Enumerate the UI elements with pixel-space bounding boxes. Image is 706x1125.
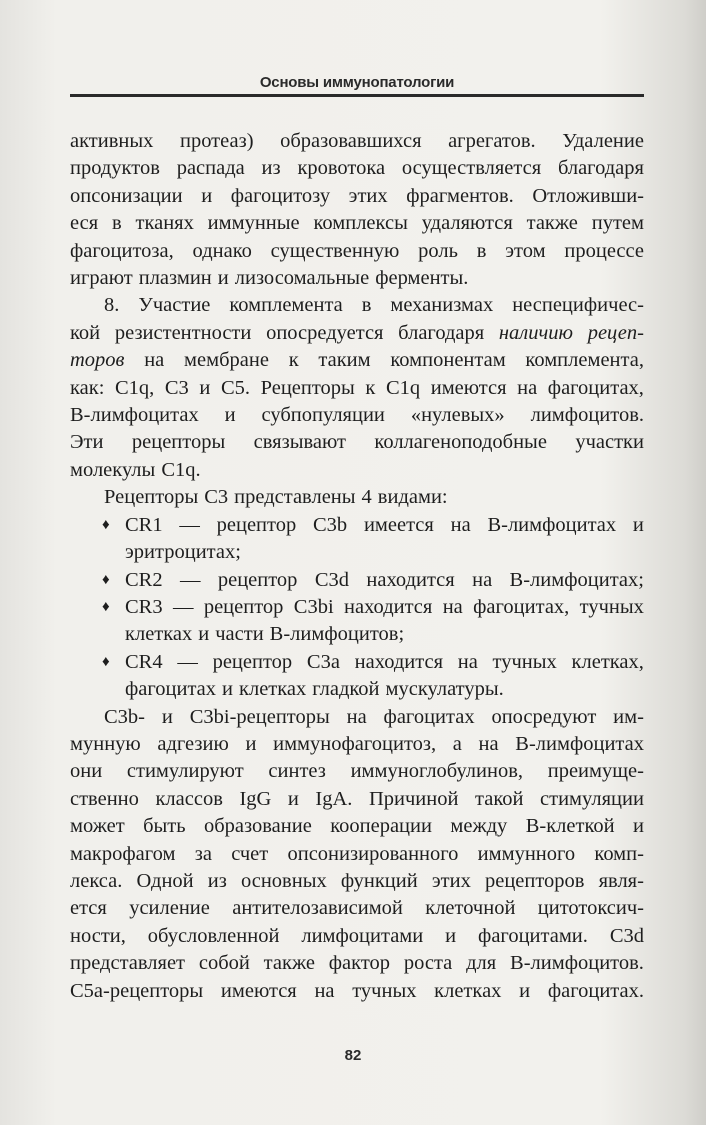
word: они (70, 760, 103, 783)
word: рецептор (217, 568, 298, 591)
text-line (70, 786, 644, 813)
word: опсонизации (70, 184, 183, 207)
word: фагоцитоза, (70, 239, 174, 262)
word: благодаря (398, 321, 485, 344)
word: клетках, (571, 650, 644, 673)
word: образование (204, 815, 312, 838)
text-line (70, 512, 644, 539)
word: в (111, 212, 122, 235)
word: ется (70, 897, 107, 920)
word: процессе (564, 239, 644, 262)
word: на (144, 349, 165, 372)
word: плазмин (138, 267, 212, 290)
word: C1q. (161, 458, 201, 481)
text-line (70, 950, 644, 977)
word: функций (340, 869, 418, 892)
text-line (70, 238, 644, 265)
text-line (70, 539, 644, 566)
text-line (70, 923, 644, 950)
word: преимуще- (547, 760, 644, 783)
word: продуктов (70, 157, 160, 180)
word: кровотока (297, 157, 386, 180)
word: фагоцитах (125, 678, 217, 701)
word: лимфоцитов. (530, 404, 644, 427)
word: стимуляции (540, 787, 644, 810)
word: C1q (385, 376, 421, 399)
word: в (476, 239, 487, 262)
text-line (70, 457, 644, 484)
text-line (70, 978, 644, 1005)
word: C3bi-рецепторы (189, 705, 330, 728)
word: на (457, 650, 478, 673)
word: на (442, 595, 463, 618)
word: ферменты. (375, 267, 469, 290)
word: имеются (220, 979, 297, 1002)
word: опосредуется (266, 321, 384, 344)
body-text (70, 128, 644, 1005)
word: фагоцитах (383, 705, 475, 728)
word: IgG (239, 787, 272, 810)
word: B-лимфоцитах (515, 732, 644, 755)
word: клеточной (425, 897, 516, 920)
text-line (70, 594, 644, 621)
word: играют (70, 267, 133, 290)
word: и (201, 184, 213, 207)
word: имеется (363, 513, 434, 536)
word: рецептор (212, 650, 293, 673)
word: распада (176, 157, 245, 180)
word: мунную (70, 732, 141, 755)
word: мускулатуры. (385, 678, 504, 701)
word: к (365, 376, 376, 399)
word: фрагментов. (406, 184, 514, 207)
word: активных (70, 130, 154, 152)
word: кой (70, 321, 101, 344)
word: C3b- (104, 705, 145, 728)
word: резистентности (114, 321, 252, 344)
word: неспецифичес- (512, 294, 644, 317)
word: опосредуют (491, 705, 597, 728)
word: фагоцитах. (547, 979, 644, 1002)
word: и (199, 376, 211, 399)
word: и (633, 815, 644, 838)
word: лимфоцитами (301, 924, 424, 947)
word: Отложивши- (532, 184, 644, 207)
text-line (70, 704, 644, 731)
text-line (70, 347, 644, 374)
word: однако (192, 239, 252, 262)
word: антителозависимой (232, 897, 403, 920)
word: протеаз) (179, 130, 254, 152)
word: видами: (377, 486, 448, 509)
word: фагоцитах, (473, 595, 570, 618)
word: — (179, 568, 201, 591)
word: представлены (234, 486, 356, 509)
word: комплексы (313, 212, 408, 235)
word: Эти (70, 431, 104, 454)
word: стимулируют (126, 760, 244, 783)
word: образовавшихся (280, 130, 422, 152)
word: наличию (498, 321, 573, 344)
text-line (70, 265, 644, 292)
word: как: (70, 376, 105, 399)
word: существенную (270, 239, 400, 262)
word: усиление (129, 897, 210, 920)
word: цитотоксич- (537, 897, 644, 920)
word: «нулевых» (410, 404, 505, 427)
word: макрофагом (70, 842, 176, 865)
word: лекса. (70, 869, 123, 892)
word: иммунные (207, 212, 300, 235)
word: между (450, 815, 508, 838)
word: 8. (104, 294, 120, 317)
word: и (287, 787, 299, 810)
text-line (70, 429, 644, 456)
word: Удаление (562, 130, 644, 152)
word: участки (575, 431, 644, 454)
word: IgA. (315, 787, 353, 810)
word: связывают (253, 431, 346, 454)
word: к (288, 349, 299, 372)
text-line (70, 649, 644, 676)
word: в (361, 294, 372, 317)
word: рецептор (203, 595, 284, 618)
running-header: Основы иммунопатологии (259, 74, 455, 91)
word: Рецепторы (260, 376, 355, 399)
word: на (472, 568, 493, 591)
word: C5a-рецепторы (70, 979, 204, 1002)
word: и (632, 513, 644, 536)
word: — (177, 650, 198, 673)
word: молекулы (70, 458, 156, 481)
word: B-лимфоцитах; (509, 568, 644, 591)
text-line (70, 128, 644, 155)
text-line (70, 183, 644, 210)
word: на (517, 376, 538, 399)
word: фагоцитах, (547, 376, 644, 399)
text-line (70, 758, 644, 785)
word: тканях (135, 212, 194, 235)
word: классов (155, 787, 223, 810)
word: агрегатов. (448, 130, 536, 152)
word: на (346, 705, 367, 728)
word: CR1 (125, 513, 163, 536)
word: C3bi (293, 595, 334, 618)
word: и (161, 705, 173, 728)
word: CR3 (125, 595, 163, 618)
text-line (70, 210, 644, 237)
word: и (198, 623, 210, 646)
word: Одной (136, 869, 194, 892)
word: ности, (70, 924, 126, 947)
word: C5. (220, 376, 251, 399)
word: за (194, 842, 212, 865)
word: находится (344, 595, 433, 618)
word: фактор (328, 952, 391, 975)
text-line (70, 868, 644, 895)
text-line (70, 841, 644, 868)
word: явля- (598, 869, 644, 892)
text-line (70, 731, 644, 758)
word: роль (418, 239, 458, 262)
word: находится (354, 650, 443, 673)
diamond-bullet-icon: ♦ (102, 653, 110, 670)
word: такой (475, 787, 524, 810)
word: имеются (430, 376, 507, 399)
word: фагоцитами. (478, 924, 588, 947)
word: также (263, 952, 315, 975)
word: клетках (125, 623, 193, 646)
word: и (222, 678, 234, 701)
word: на (478, 732, 499, 755)
word: иммунного (477, 842, 576, 865)
word: адгезию (157, 732, 229, 755)
word: роста (403, 952, 453, 975)
word: лизосомальные (234, 267, 370, 290)
word: этих (431, 869, 471, 892)
word: комплемента (229, 294, 343, 317)
word: субпопуляции (261, 404, 385, 427)
word: — (179, 513, 200, 536)
word: и (519, 979, 531, 1002)
word: гладкой (312, 678, 380, 701)
word: таким (318, 349, 371, 372)
word: удаляются (421, 212, 513, 235)
text-line (70, 567, 644, 594)
word: кооперации (330, 815, 432, 838)
word: клетках (239, 678, 307, 701)
word: торов (70, 349, 125, 372)
word: и (245, 732, 257, 755)
word: и (217, 267, 229, 290)
word: представляет (70, 952, 186, 975)
word: C3a (306, 650, 340, 673)
text-line (70, 895, 644, 922)
word: еся (70, 212, 99, 235)
word: B-лимфоцитов. (510, 952, 644, 975)
text-line (70, 320, 644, 347)
word: иммунофагоцитоз, (273, 732, 437, 755)
word: основных (240, 869, 327, 892)
word: CR2 (125, 568, 163, 591)
word: счет (231, 842, 269, 865)
text-line (70, 484, 644, 511)
header-rule (70, 94, 644, 97)
word: Участие (138, 294, 211, 317)
text-line (70, 375, 644, 402)
word: и (445, 924, 457, 947)
word: ственно (70, 787, 139, 810)
word: находится (366, 568, 455, 591)
word: тучных (492, 650, 557, 673)
word: рецепторов (484, 869, 585, 892)
text-line (70, 402, 644, 429)
word: компонентам (390, 349, 506, 372)
word: синтез (268, 760, 326, 783)
word: и (224, 404, 236, 427)
word: C3 (204, 486, 229, 509)
word: на (450, 513, 471, 536)
diamond-bullet-icon: ♦ (102, 598, 110, 615)
word: тучных (352, 979, 417, 1002)
word: C3d (314, 568, 349, 591)
word: фагоцитозу (230, 184, 331, 207)
text-line (70, 621, 644, 648)
word: рецептор (216, 513, 297, 536)
word: тучных (579, 595, 644, 618)
word: для (466, 952, 497, 975)
text-line (70, 676, 644, 703)
word: 4 (361, 486, 372, 509)
word: собой (198, 952, 250, 975)
word: обусловленной (147, 924, 280, 947)
text-line (70, 155, 644, 182)
word: CR4 (125, 650, 163, 673)
word: Рецепторы (104, 486, 199, 509)
word: им- (613, 705, 644, 728)
word: клетках (434, 979, 502, 1002)
word: B-лимфоцитах (70, 404, 199, 427)
word: рецепторы (131, 431, 226, 454)
word: осуществляется (401, 157, 542, 180)
word: комплемента, (525, 349, 644, 372)
word: также (526, 212, 578, 235)
word: рецеп- (587, 321, 644, 344)
word: опсонизированного (287, 842, 459, 865)
word: из (261, 157, 281, 180)
word: C3b (312, 513, 348, 536)
word: благодаря (557, 157, 644, 180)
word: коллагеноподобные (374, 431, 547, 454)
word: быть (143, 815, 186, 838)
text-line (70, 813, 644, 840)
word: C1q, (114, 376, 155, 399)
word: B-клеткой (525, 815, 615, 838)
word: мембране (184, 349, 269, 372)
text-line (70, 292, 644, 319)
word: этих (348, 184, 388, 207)
word: из (207, 869, 227, 892)
diamond-bullet-icon: ♦ (102, 571, 110, 588)
word: B-лимфоцитов; (269, 623, 405, 646)
word: комп- (594, 842, 644, 865)
word: механизмах (390, 294, 494, 317)
word: части (215, 623, 264, 646)
word: эритроцитах; (125, 541, 241, 564)
word: Причиной (368, 787, 459, 810)
word: путем (591, 212, 644, 235)
word: иммуноглобулинов, (350, 760, 524, 783)
word: C3 (164, 376, 189, 399)
diamond-bullet-icon: ♦ (102, 516, 110, 533)
word: C3d (609, 924, 644, 947)
word: а (452, 732, 462, 755)
word: B-лимфоцитах (487, 513, 617, 536)
word: этом (505, 239, 546, 262)
word: — (172, 595, 194, 618)
word: может (70, 815, 125, 838)
page-number: 82 (344, 1047, 362, 1064)
word: на (314, 979, 335, 1002)
